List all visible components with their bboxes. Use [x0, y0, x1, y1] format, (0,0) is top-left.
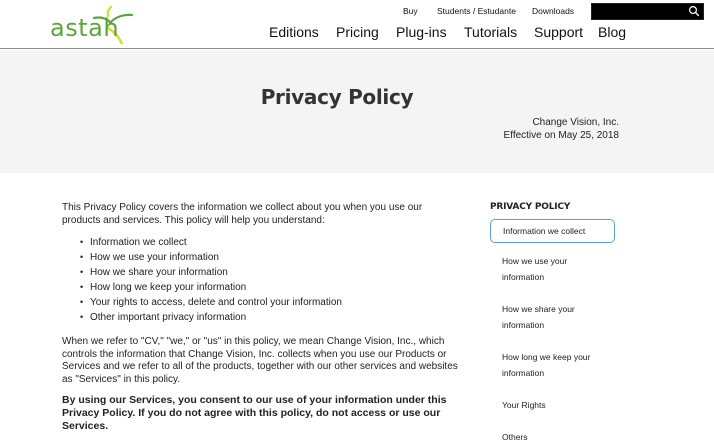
nav-support[interactable]: Support [534, 24, 584, 40]
list-item: • Your rights to access, delete and control your information [62, 295, 462, 310]
sidebar-item-how-we-share[interactable]: How we share your information [502, 304, 575, 330]
nav-plug-ins[interactable]: Plug-ins [396, 24, 447, 40]
intro-paragraph: This Privacy Policy covers the information we collect about you when you use our products and services. This policy will help you understand: [62, 202, 423, 226]
company-name: Change Vision, Inc. [532, 117, 619, 128]
sidebar-item-how-long[interactable]: How long we keep your information [502, 352, 591, 378]
effective-date: Effective on May 25, 2018 [503, 130, 619, 141]
util-link-downloads[interactable]: Downloads [532, 6, 575, 16]
topics-list [62, 235, 462, 325]
sidebar-item-others[interactable]: Others [502, 432, 528, 442]
nav-blog[interactable]: Blog [598, 24, 627, 40]
util-link-students[interactable]: Students / Estudante [437, 6, 516, 16]
list-item: • How long we keep your information [62, 280, 462, 295]
consent-paragraph: By using our Services, you consent to our use of your information under this Privacy Policy. If you do not agree with this policy, do not access or use our Services. [62, 394, 447, 432]
astah-logo[interactable] [48, 4, 148, 44]
list-item: • Other important privacy information [62, 310, 462, 325]
logo-text: astah [50, 14, 120, 42]
util-link-buy[interactable]: Buy [403, 6, 418, 16]
nav-tutorials[interactable]: Tutorials [464, 24, 518, 40]
policy-content [62, 202, 462, 441]
policy-meta [504, 116, 619, 142]
sidebar-item-your-rights[interactable]: Your Rights [502, 400, 546, 410]
page-title: Privacy Policy [260, 85, 414, 109]
sidebar-item-how-we-use[interactable]: How we use your information [502, 256, 568, 282]
sidebar-title: PRIVACY POLICY [490, 202, 571, 212]
site-header [0, 0, 714, 49]
nav-pricing[interactable]: Pricing [336, 24, 379, 40]
search-input[interactable] [592, 4, 687, 19]
list-item: • How we share your information [62, 265, 462, 280]
sidebar-nav [490, 202, 620, 446]
sidebar-item-information-we-collect[interactable]: Information we collect [490, 219, 615, 243]
list-item: • How we use your information [62, 250, 462, 265]
search-icon[interactable] [688, 5, 700, 17]
definition-paragraph: When we refer to "CV," "we," or "us" in this policy, we mean Change Vision, Inc., which controls the information that Change Vision, Inc. collects when you use our Products or Services and we refer to all of the products, together with our other services and websites as "Services" in this policy. [62, 336, 458, 385]
search-box [591, 3, 704, 20]
nav-editions[interactable]: Editions [269, 24, 319, 40]
list-item: • Information we collect [62, 235, 462, 250]
page-hero [0, 50, 714, 173]
